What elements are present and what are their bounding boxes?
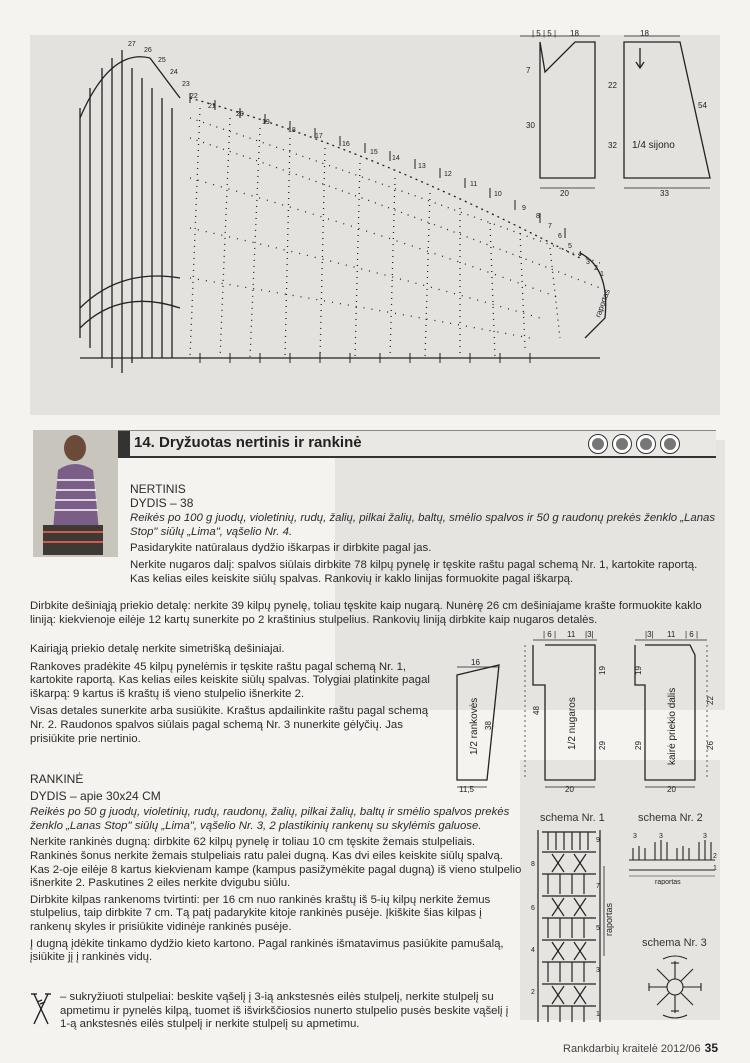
bag-paragraph-3: Į dugną įdėkite tinkamo dydžio kieto kartono. Pagal rankinės išmatavimus pasiūkite pamušalą, įsiūkite jį į rankinės vidų.: [30, 937, 504, 964]
bag-materials: Reikės po 50 g juodų, violetinių, rudų, raudonų, žalių, pilkai žalių, baltų ir smėlio spalvos prekės ženklo „Lanas Stop" siūlų „Lima", vąšelio Nr. 3, 2 plastikinių rankenų su skylėmis galuose.: [30, 806, 510, 832]
bag-size: DYDIS – apie 30x24 CM: [30, 788, 161, 803]
sleeve-top-dim: 16: [471, 658, 480, 667]
svg-text:12: 12: [444, 171, 452, 178]
svg-text:24: 24: [170, 69, 178, 76]
svg-text:3: 3: [703, 833, 707, 840]
sweater-heading: NERTINIS: [130, 482, 186, 496]
title-tab-marker: [118, 431, 130, 456]
svg-text:9: 9: [596, 837, 600, 844]
sweater-materials: Reikės po 100 g juodų, violetinių, rudų, žalių, pilkai žalių, baltų, smėlio spalvos ir 50 g raudonų prekės ženklo „Lanas Stop" siūlų „Lima", vąšelio Nr. 4.: [130, 512, 716, 538]
svg-text:3: 3: [586, 259, 590, 266]
svg-text:7: 7: [548, 223, 552, 230]
svg-text:19: 19: [262, 119, 270, 126]
svg-text:9: 9: [522, 205, 526, 212]
svg-text:|3|: |3|: [585, 630, 594, 639]
svg-text:20: 20: [560, 189, 569, 198]
svg-text:18: 18: [640, 29, 649, 38]
svg-text:1: 1: [600, 271, 604, 278]
bag-paragraph-2: Dirbkite kilpas rankenoms tvirtinti: per 16 cm nuo rankinės kraštų iš 5-ių kilpų nerkite žemus stulpelius, taip dirbkite 7 cm. Tą patį padarykite kitoje rankinės pusėje. Įkiškite šias kilpas į rankenų skyles ir prisiūkite vidinėje rankinės pusėje.: [30, 893, 491, 933]
front-h3-dim: 29: [634, 741, 643, 750]
model-in-striped-sweater-photo: [33, 430, 118, 557]
sweater-pieces-schema: [445, 625, 725, 795]
sweater-paragraph-4: Kairiąją priekio detalę nerkite simetrišką dešiniajai.: [30, 643, 285, 655]
bag-section: [30, 773, 525, 965]
svg-text:7: 7: [596, 883, 600, 890]
svg-text:3: 3: [659, 833, 663, 840]
back-h2-dim: 48: [532, 706, 541, 715]
crossed-stitch-symbol-icon: [30, 990, 52, 1028]
sweater-paragraph-3-block: [30, 600, 720, 627]
chart-raportas-label: raportas: [593, 288, 612, 319]
svg-text:15: 15: [370, 149, 378, 156]
svg-text:6: 6: [558, 233, 562, 240]
svg-text:25: 25: [158, 57, 166, 64]
front-label: kairė priekio dalis: [667, 687, 678, 765]
schema-2-raportas: raportas: [655, 879, 681, 885]
sweater-left-column: [30, 643, 435, 746]
schema-3-label: schema Nr. 3: [642, 937, 707, 949]
back-h1-dim: 19: [598, 666, 607, 675]
sweater-paragraph-3: Dirbkite dešiniąją priekio detalę: nerkite 39 kilpų pynelę, toliau tęskite kaip nugarą. Nunėrę 26 cm dešiniajame krašte formuokite kaklo liniją: kiekvienoje eilėje 12 kartų sunerkite po 2 kraštinius stulpelius. Rankovių liniją dirbkite kaip nugaros detalės.: [30, 600, 702, 626]
sweater-paragraph-6: Visas detales sunerkite arba susiūkite. Kraštus apdailinkite raštu pagal schemą Nr. 2. Raudonos spalvos siūlais pagal schemą Nr. 3 nunerkite gėlyčių. Jas prisiūkite prie nertinio.: [30, 705, 429, 745]
front-bottom-dim: 20: [667, 785, 676, 794]
svg-text:13: 13: [418, 163, 426, 170]
svg-text:18: 18: [288, 127, 296, 134]
back-bottom-dim: 20: [565, 785, 574, 794]
svg-text:4: 4: [531, 947, 535, 954]
front-h4-dim: 26: [706, 741, 715, 750]
back-label: 1/2 nugaros: [567, 697, 578, 750]
svg-text:14: 14: [392, 155, 400, 162]
svg-text:21: 21: [208, 103, 216, 110]
svg-text:| 6 |: | 6 |: [543, 630, 557, 639]
skirt-quarter-label: 1/4 sijono: [632, 140, 675, 151]
skirt-piece-schema: [520, 28, 720, 198]
sweater-intro: [130, 483, 720, 586]
svg-text:5: 5: [596, 925, 600, 932]
svg-text:2: 2: [594, 265, 598, 272]
svg-text:11: 11: [470, 181, 478, 188]
svg-text:16: 16: [342, 141, 350, 148]
svg-text:20: 20: [236, 111, 244, 118]
svg-text:30: 30: [526, 121, 535, 130]
ball-icon: [612, 434, 632, 454]
sleeve-side-dim: 38: [484, 721, 493, 730]
left-fan-stitches: [80, 50, 172, 373]
svg-text:3: 3: [633, 833, 637, 840]
svg-text:32: 32: [608, 141, 617, 150]
page-number: 35: [704, 1041, 718, 1055]
svg-text:1: 1: [596, 1011, 600, 1018]
svg-text:1: 1: [713, 865, 717, 872]
legend-text: – sukryžiuoti stulpeliai: beskite vąšelį į 3-ią ankstesnės eilės stulpelį, nerkite stulpelį su apmetimu ir pynelės kilpą, tuomet iš išvirkščiosios nunerto stulpelio pusės beskite vąšelį į 1-ą ankstesnės eilės stulpelį ir nerkite stulpelį su apmetimu.: [60, 991, 509, 1031]
schema-1-chart: [530, 826, 615, 1026]
svg-text:|3|: |3|: [645, 630, 654, 639]
front-h1-dim: 19: [634, 666, 643, 675]
svg-text:11: 11: [567, 630, 576, 639]
sweater-paragraph-2: Nerkite nugaros dalį: spalvos siūlais dirbkite 78 kilpų pynelę ir tęskite raštu pagal schemą Nr. 1, kartokite raportą. Kas kelias eiles keiskite siūlų spalvas. Rankovių ir kaklo linijas formuokite pagal iškarpą.: [130, 558, 698, 585]
page-footer: [563, 1041, 718, 1055]
article-title-bar: [118, 430, 716, 458]
sweater-paragraph-1: Pasidarykite natūralaus dydžio iškarpas ir dirbkite pagal jas.: [130, 542, 432, 555]
magazine-name: Rankdarbių kraitelė 2012/06: [563, 1043, 701, 1055]
schema-2-label: schema Nr. 2: [638, 812, 703, 824]
svg-text:17: 17: [315, 133, 323, 140]
sleeve-bottom-dim: 11,5: [459, 785, 474, 794]
svg-text:6: 6: [531, 905, 535, 912]
schema-1-label: schema Nr. 1: [540, 812, 605, 824]
sweater-size: DYDIS – 38: [130, 495, 194, 510]
ball-icon: [588, 434, 608, 454]
article-title: 14. Dryžuotas nertinis ir rankinė: [134, 434, 362, 451]
ball-icon: [660, 434, 680, 454]
svg-text:18: 18: [570, 29, 579, 38]
svg-text:5: 5: [568, 243, 572, 250]
sweater-paragraph-5: Rankoves pradėkite 45 kilpų pynelėmis ir tęskite raštu pagal schemą Nr. 1, kartokite raportą. Kas kelias eiles keiskite siūlų spalvas. Tolygiai platinkite pagal iškarpą: 9 kartus iš kraštų iš vieno stulpelio išnerkite 2.: [30, 660, 430, 700]
front-h2-dim: 22: [706, 696, 715, 705]
svg-text:26: 26: [144, 47, 152, 54]
bag-paragraph-1: Nerkite rankinės dugną: dirbkite 62 kilpų pynelę ir toliau 10 cm tęskite žemais stulpeliais. Rankinės šonus nerkite žemais stulpeliais ratu palei dugną. Kas dvi eiles keiskite siūlų spalvą. Kas 2-oje eilėje 8 kartus kiekvienam kampe (kampus pasižymėkite pagal dugną) iš vieno stulpelio išnerkite 2. Paskutines 2 eiles nerkite dvigubu siūlu.: [30, 836, 522, 890]
svg-text:2: 2: [531, 989, 535, 996]
svg-text:8: 8: [536, 213, 540, 220]
ball-icon: [636, 434, 656, 454]
svg-text:2: 2: [713, 853, 717, 860]
svg-text:3: 3: [596, 967, 600, 974]
back-h3-dim: 29: [598, 741, 607, 750]
svg-text:23: 23: [182, 81, 190, 88]
svg-text:| 6 |: | 6 |: [685, 630, 699, 639]
sleeve-label: 1/2 rankovės: [469, 697, 480, 755]
svg-text:4: 4: [578, 251, 582, 258]
svg-text:8: 8: [531, 861, 535, 868]
schema-1-raportas: raportas: [604, 902, 614, 936]
svg-text:22: 22: [608, 81, 617, 90]
svg-text:22: 22: [190, 93, 198, 100]
schema-3-flower-chart: [645, 955, 705, 1020]
svg-text:7: 7: [526, 66, 531, 75]
legend-text-block: [60, 991, 520, 1032]
svg-text:33: 33: [660, 189, 669, 198]
svg-text:54: 54: [698, 101, 707, 110]
schema-2-chart: [625, 830, 720, 885]
svg-text:27: 27: [128, 41, 136, 48]
svg-text:| 5 | 5 |: | 5 | 5 |: [532, 29, 557, 38]
svg-text:10: 10: [494, 191, 502, 198]
svg-text:11: 11: [667, 630, 676, 639]
bag-heading: RANKINĖ: [30, 772, 84, 786]
